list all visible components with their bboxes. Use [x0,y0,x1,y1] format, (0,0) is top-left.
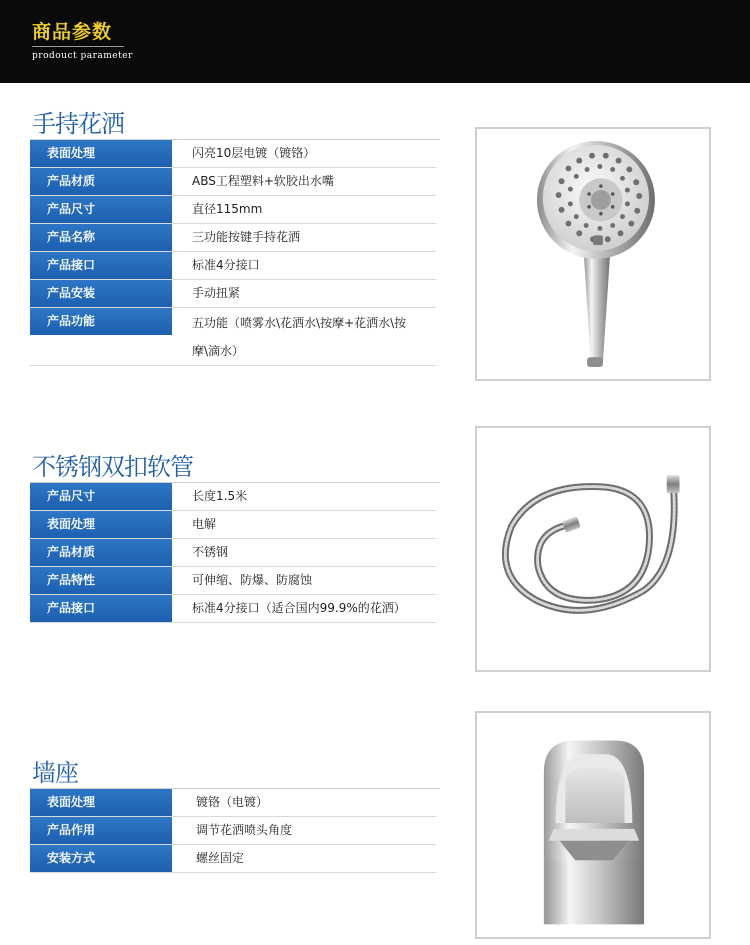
table-row [30,196,436,224]
spec-label: 产品材质 [30,168,172,195]
spec-table-hose [30,483,436,623]
section-title-hose: 不锈钢双扣软管 [32,453,193,481]
spec-value: 标准4分接口 [192,258,260,272]
spec-label: 产品接口 [30,252,172,279]
shower-head-image [475,127,711,381]
spec-label: 产品接口 [30,595,172,622]
table-row [30,539,436,567]
table-row [30,280,436,308]
spec-label: 表面处理 [30,511,172,538]
table-row [30,789,436,817]
table-row [30,845,436,873]
table-row [30,595,436,623]
spec-value: 五功能（喷雾水\花洒水\按摩+花洒水\按摩\滴水） [192,316,407,358]
spec-value: 电解 [192,517,217,531]
wall-bracket-icon [477,713,709,937]
table-row [30,224,436,252]
shower-head-icon [477,129,709,379]
table-row [30,511,436,539]
spec-label: 产品功能 [30,308,172,335]
header-bar [0,0,750,83]
table-row [30,140,436,168]
table-row [30,252,436,280]
spec-table-wall-bracket [30,789,436,873]
spec-value: 长度1.5米 [192,489,248,503]
spec-value: 手动扭紧 [192,286,241,300]
table-row [30,308,436,366]
header-title: 商品参数 [32,21,113,43]
hose-icon [477,428,709,670]
spec-label: 产品尺寸 [30,483,172,510]
table-row [30,483,436,511]
spec-value: 可伸缩、防爆、防腐蚀 [192,573,313,587]
spec-label: 表面处理 [30,140,172,167]
section-title-shower-head: 手持花洒 [32,110,124,138]
spec-table-shower-head [30,140,436,366]
spec-value: 三功能按键手持花洒 [192,230,301,244]
spec-label: 产品名称 [30,224,172,251]
spec-value: 直径115mm [192,202,263,216]
spec-label: 表面处理 [30,789,172,816]
spec-value: 闪亮10层电镀（镀铬） [192,146,316,160]
spec-value: 不锈钢 [192,545,229,559]
header-divider [32,46,124,47]
spec-label: 产品作用 [30,817,172,844]
section-title-wall-bracket: 墙座 [32,759,78,787]
spec-label: 产品材质 [30,539,172,566]
table-row [30,168,436,196]
spec-label: 产品特性 [30,567,172,594]
spec-value: ABS工程塑料+软胶出水嘴 [192,174,334,188]
spec-label: 产品安装 [30,280,172,307]
table-row [30,567,436,595]
steel-hose-image [475,426,711,672]
spec-value: 调节花洒喷头角度 [196,823,293,837]
spec-value: 标准4分接口（适合国内99.9%的花洒） [192,601,406,615]
spec-value: 螺丝固定 [196,851,245,865]
spec-value: 镀铬（电镀） [196,795,269,809]
header-subtitle: prodouct parameter [32,51,133,61]
spec-label: 安装方式 [30,845,172,872]
table-row [30,817,436,845]
wall-bracket-image [475,711,711,939]
spec-label: 产品尺寸 [30,196,172,223]
